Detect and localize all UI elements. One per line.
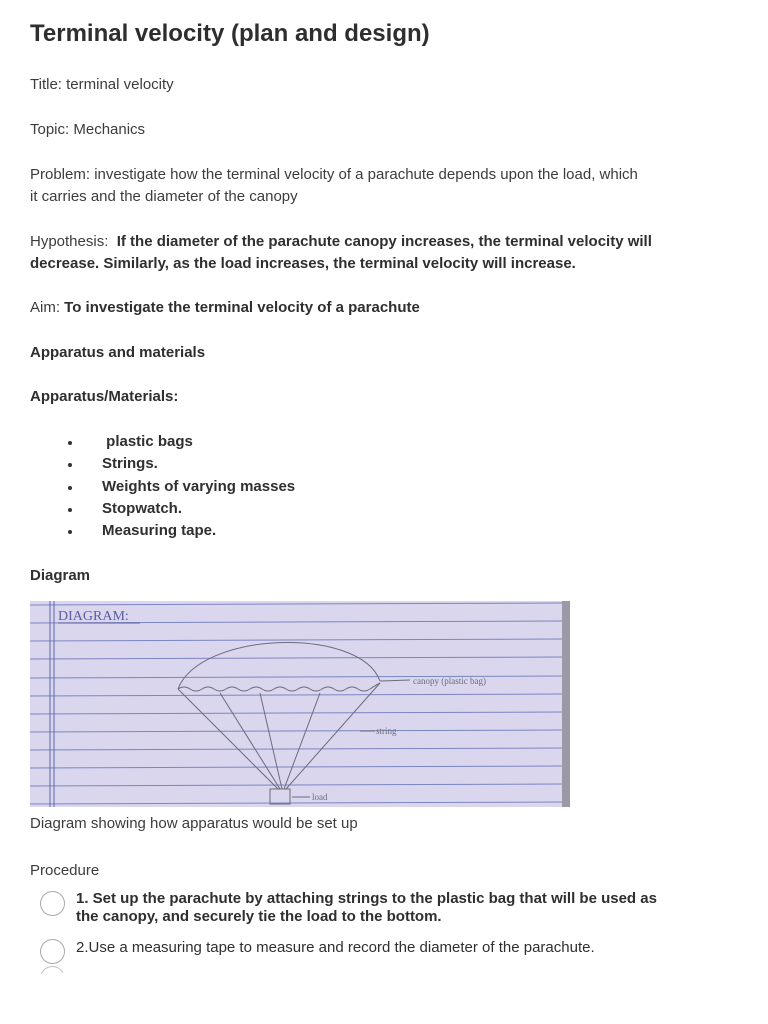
hypothesis-text-2: decrease. Similarly, as the load increases, the terminal velocity will increase. [30,255,576,272]
aim-value: To investigate the terminal velocity of a parachute [64,299,420,316]
aim-line [30,297,420,319]
problem-label: Problem: [30,166,91,183]
bullet-icon [68,530,72,534]
step-checkbox[interactable] [40,939,65,964]
aim-label: Aim: [30,299,60,316]
list-item: plastic bags [30,431,295,453]
procedure-heading: Procedure [30,862,100,879]
title-value: terminal velocity [66,76,174,93]
step-text: 1. Set up the parachute by attaching strings to the plastic bag that will be used as the canopy, and securely tie the load to the bottom. [76,890,657,925]
title-label: Title: [30,76,62,93]
page-title: Terminal velocity (plan and design) [30,20,430,47]
step-checkbox[interactable] [40,891,65,916]
apparatus-subheading: Apparatus/Materials: [30,388,179,405]
bullet-icon [68,508,72,512]
canopy-label: canopy (plastic bag) [413,676,486,686]
hypothesis-label: Hypothesis: [30,233,109,250]
load-label: load [312,792,328,802]
apparatus-list [30,431,295,542]
bullet-icon [68,463,72,467]
hypothesis-text-1: If the diameter of the parachute canopy increases, the terminal velocity will [116,233,652,250]
diagram-image [30,601,570,807]
list-item: Strings. [30,453,295,475]
list-item: Stopwatch. [30,498,295,520]
topic-label: Topic: [30,121,70,138]
parachute-sketch [30,601,570,807]
list-item: Weights of varying masses [30,476,295,498]
problem-paragraph [30,164,740,208]
step-text: 2.Use a measuring tape to measure and record the diameter of the parachute. [76,939,595,956]
list-item: Measuring tape. [30,520,295,542]
step-checkbox[interactable] [40,966,63,974]
diagram-heading: Diagram [30,567,91,584]
string-label: string [376,726,397,736]
diagram-caption: Diagram showing how apparatus would be set up [30,815,358,832]
problem-text-1: investigate how the terminal velocity of a parachute depends upon the load, which [94,166,638,183]
hypothesis-paragraph [30,231,740,275]
topic-line [30,119,145,141]
apparatus-heading: Apparatus and materials [30,344,206,361]
sketch-heading: DIAGRAM: [58,609,129,624]
title-line [30,74,174,96]
problem-text-2: it carries and the diameter of the canopy [30,188,298,205]
topic-value: Mechanics [73,121,146,138]
bullet-icon [68,486,72,490]
bullet-icon [68,441,72,445]
